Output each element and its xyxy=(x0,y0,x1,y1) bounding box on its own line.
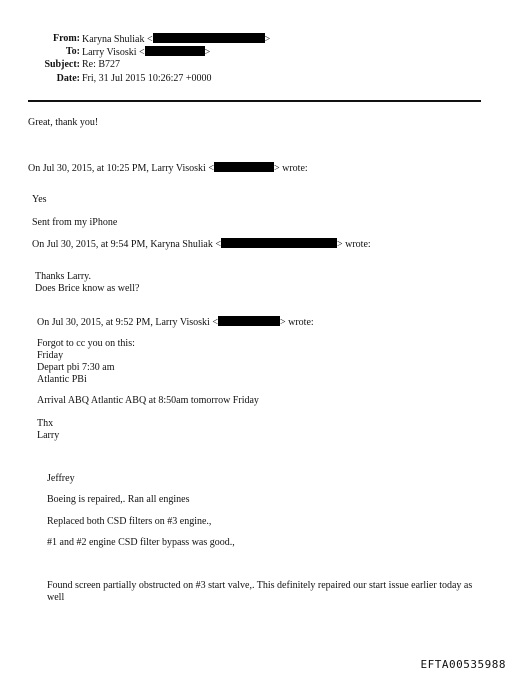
quote1-attrib-pre: On Jul 30, 2015, at 10:25 PM, Larry Visoski < xyxy=(28,163,214,174)
quote3-line: Forgot to cc you on this: xyxy=(37,338,135,349)
to-label: To: xyxy=(65,46,80,57)
bates-number: EFTA00535988 xyxy=(420,658,506,671)
quote1-signature: Sent from my iPhone xyxy=(32,217,118,228)
header-divider xyxy=(28,100,481,102)
quote3-name: Larry xyxy=(37,430,60,441)
reply-text: Great, thank you! xyxy=(28,117,99,128)
quote2-attribution xyxy=(32,238,371,251)
subject-value: Re: B727 xyxy=(82,59,121,70)
quote1-attribution xyxy=(28,162,308,175)
redaction-bar xyxy=(221,238,337,248)
to-name: Larry Visoski < xyxy=(82,47,145,58)
quote2-attrib-pre: On Jul 30, 2015, at 9:54 PM, Karyna Shuliak < xyxy=(32,239,221,250)
from-name: Karyna Shuliak < xyxy=(82,34,153,45)
quote3-arrival: Arrival ABQ Atlantic ABQ at 8:50am tomorrow Friday xyxy=(37,395,259,406)
redaction-bar xyxy=(153,33,265,43)
from-label: From: xyxy=(52,33,80,44)
quote3-attribution xyxy=(37,316,314,329)
date-value: Fri, 31 Jul 2015 10:26:27 +0000 xyxy=(82,73,212,84)
subject-label: Subject: xyxy=(44,59,80,70)
quote4-line: Replaced both CSD filters on #3 engine., xyxy=(47,516,212,527)
redaction-bar xyxy=(214,162,274,172)
to-tail: > xyxy=(204,47,211,58)
quote3-line: Depart pbi 7:30 am xyxy=(37,362,115,373)
quote4-line: Boeing is repaired,. Ran all engines xyxy=(47,494,190,505)
quote1-yes: Yes xyxy=(32,194,47,205)
quote2-line: Thanks Larry. xyxy=(35,271,91,282)
quote3-attrib-post: > wrote: xyxy=(279,317,314,328)
quote3-attrib-pre: On Jul 30, 2015, at 9:52 PM, Larry Visoski < xyxy=(37,317,218,328)
quote2-line: Does Brice know as well? xyxy=(35,283,140,294)
redaction-bar xyxy=(145,46,205,56)
quote3-thx: Thx xyxy=(37,418,54,429)
date-label: Date: xyxy=(56,73,80,84)
quote2-attrib-post: > wrote: xyxy=(336,239,371,250)
quote1-attrib-post: > wrote: xyxy=(273,163,308,174)
quote3-line: Friday xyxy=(37,350,64,361)
quote4-line: #1 and #2 engine CSD filter bypass was good., xyxy=(47,537,235,548)
redaction-bar xyxy=(218,316,280,326)
to-value xyxy=(82,46,210,59)
quote4-paragraph: Found screen partially obstructed on #3 start valve,. This definitely repaired our start issue earlier today as well xyxy=(47,580,473,603)
from-value xyxy=(82,33,270,46)
quote4-line: Jeffrey xyxy=(47,473,75,484)
quote3-line: Atlantic PBi xyxy=(37,374,87,385)
from-tail: > xyxy=(264,34,271,45)
